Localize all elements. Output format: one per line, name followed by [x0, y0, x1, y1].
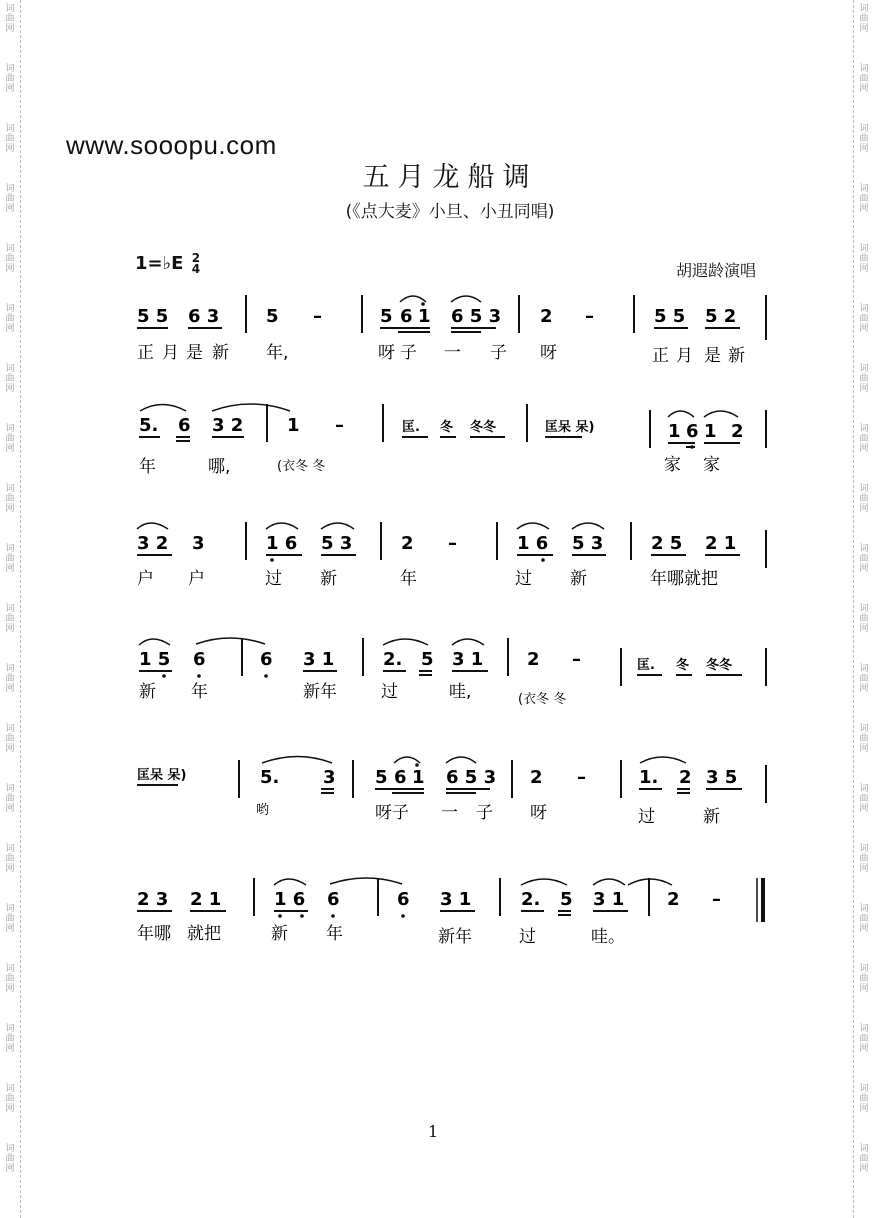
- time-top: 2: [191, 251, 201, 265]
- lyric: 正: [137, 343, 154, 363]
- margin-watermark-text: 词 曲 网: [859, 904, 869, 934]
- margin-watermark-text: 词 曲 网: [5, 1144, 15, 1174]
- lyric: 哇。: [591, 927, 625, 947]
- margin-watermark-text: 词 曲 网: [5, 1084, 15, 1114]
- website-url[interactable]: www.sooopu.com: [66, 130, 277, 160]
- note: 5 3: [321, 533, 353, 554]
- score-row-5: [137, 757, 766, 828]
- margin-watermark-text: 词 曲 网: [5, 784, 15, 814]
- lyric: 一: [444, 343, 461, 363]
- percussion-note: 匡呆 呆): [545, 420, 595, 435]
- singer-credit: 胡遐龄演唱: [676, 261, 757, 280]
- lyric: 月: [676, 346, 693, 366]
- margin-watermark-text: 词 曲 网: [859, 664, 869, 694]
- lyric: 新: [139, 682, 156, 702]
- percussion-note: 冬冬: [470, 420, 497, 435]
- time-bottom: 4: [191, 262, 201, 276]
- lyric: 子: [490, 343, 507, 363]
- note: 2 1: [190, 889, 222, 910]
- note: 2.: [521, 889, 541, 910]
- lyric: 子: [476, 803, 493, 823]
- lyric: 呀子: [375, 803, 409, 823]
- lyric: (衣冬 冬: [277, 459, 326, 474]
- note: 6: [193, 649, 206, 670]
- lyric: 呀: [530, 803, 547, 823]
- note: 1 6: [517, 533, 549, 554]
- margin-watermark-text: 词 曲 网: [5, 904, 15, 934]
- lyric: 新: [703, 807, 720, 827]
- lyric: 年,: [266, 343, 289, 363]
- margin-watermark-text: 词 曲 网: [859, 484, 869, 514]
- margin-watermark-text: 词 曲 网: [859, 64, 869, 94]
- note: 2: [540, 306, 553, 327]
- margin-watermark-text: 词 曲 网: [859, 1084, 869, 1114]
- note: 6: [400, 306, 413, 327]
- lyric: 子: [400, 343, 417, 363]
- margin-watermark-text: 词 曲 网: [859, 364, 869, 394]
- note: 5: [375, 767, 388, 788]
- score-row-2: [139, 404, 766, 477]
- score-row-6: [137, 878, 763, 947]
- note: –: [335, 415, 344, 436]
- song-title: 五月龙船调: [362, 162, 538, 193]
- percussion-note: 匡.: [637, 658, 655, 673]
- note: 3 1: [440, 889, 472, 910]
- lyric: 哪,: [208, 457, 231, 477]
- note: 2: [679, 767, 692, 788]
- note: 2: [527, 649, 540, 670]
- note: 1: [287, 415, 300, 436]
- lyric: 呀: [378, 343, 395, 363]
- note: 5: [421, 649, 434, 670]
- lyric: 户: [188, 569, 205, 589]
- lyric: 新: [271, 924, 288, 944]
- margin-watermark-text: 词 曲 网: [5, 64, 15, 94]
- note: 6: [397, 889, 410, 910]
- key-text: 1=♭E: [135, 253, 184, 274]
- note: 2.: [383, 649, 403, 670]
- note: 2 1: [705, 533, 737, 554]
- lyric: 新年: [438, 927, 472, 947]
- margin-watermark-text: 词 曲 网: [859, 184, 869, 214]
- note: 6 5 3: [451, 306, 502, 327]
- note: 6: [394, 767, 407, 788]
- lyric: 过: [519, 927, 536, 947]
- lyric: 家: [703, 455, 720, 475]
- note: 3 1: [452, 649, 484, 670]
- percussion-note: 匡呆 呆): [137, 768, 187, 783]
- note: 6: [327, 889, 340, 910]
- note: 2 3: [137, 889, 169, 910]
- lyric: 一: [441, 803, 458, 823]
- note: 1 6: [266, 533, 298, 554]
- note: 2: [401, 533, 414, 554]
- lyric: 年哪就把: [650, 569, 718, 589]
- margin-watermark-text: 词 曲 网: [859, 604, 869, 634]
- note: 5: [380, 306, 393, 327]
- lyric: 过: [265, 569, 282, 589]
- margin-watermark-text: 词 曲 网: [5, 1024, 15, 1054]
- note: –: [585, 306, 594, 327]
- score-row-4: [139, 638, 766, 707]
- note: 2: [530, 767, 543, 788]
- note: 2: [731, 421, 744, 442]
- lyric: 年哪: [137, 924, 171, 944]
- note: 1.: [639, 767, 659, 788]
- note: –: [313, 306, 322, 327]
- lyric: 月: [162, 343, 179, 363]
- margin-watermark-text: 词 曲 网: [859, 424, 869, 454]
- lyric: 呀: [540, 343, 557, 363]
- lyric: 新: [212, 343, 229, 363]
- note: 1 5: [139, 649, 171, 670]
- lyric: 哟: [256, 803, 270, 818]
- percussion-note: 匡.: [402, 420, 420, 435]
- percussion-note: 冬: [676, 658, 690, 673]
- lyric: 正: [652, 346, 669, 366]
- note: 5.: [260, 767, 280, 788]
- lyric: 新年: [303, 682, 337, 702]
- note: 6: [260, 649, 273, 670]
- margin-watermark-text: 词 曲 网: [5, 484, 15, 514]
- lyric: 家: [664, 455, 681, 475]
- margin-watermark-text: 词 曲 网: [859, 724, 869, 754]
- note: 1: [418, 306, 431, 327]
- score-row-3: [137, 522, 766, 589]
- page-number: 1: [428, 1122, 439, 1141]
- note: 5 2: [705, 306, 737, 327]
- margin-watermark-text: 词 曲 网: [859, 544, 869, 574]
- lyric: 是: [704, 346, 721, 366]
- margin-watermark-text: 词 曲 网: [859, 1144, 869, 1174]
- lyric: 年: [191, 682, 208, 702]
- note: 1: [704, 421, 717, 442]
- note: 2: [667, 889, 680, 910]
- note: 5: [266, 306, 279, 327]
- note: 3 2: [212, 415, 244, 436]
- note: 5: [560, 889, 573, 910]
- lyric: 新: [728, 346, 745, 366]
- margin-watermark-text: 词 曲 网: [859, 964, 869, 994]
- lyric: 年: [139, 457, 156, 477]
- note: 5 5: [654, 306, 686, 327]
- note: 6: [178, 415, 191, 436]
- margin-watermark-text: 词 曲 网: [5, 664, 15, 694]
- note: 3 5: [706, 767, 738, 788]
- note: 3 1: [303, 649, 335, 670]
- note: 3: [192, 533, 205, 554]
- note: 6 3: [188, 306, 220, 327]
- note: –: [448, 533, 457, 554]
- lyric: 户: [137, 569, 154, 589]
- score-row-1: [137, 295, 766, 366]
- margin-watermark-text: 词 曲 网: [859, 304, 869, 334]
- lyric: 年: [326, 924, 343, 944]
- percussion-note: 冬: [440, 420, 454, 435]
- margin-watermark-text: 词 曲 网: [859, 124, 869, 154]
- margin-watermark-text: 词 曲 网: [5, 604, 15, 634]
- lyric: 就把: [187, 924, 221, 944]
- margin-watermark-text: 词 曲 网: [859, 784, 869, 814]
- note: –: [712, 889, 721, 910]
- margin-watermark-text: 词 曲 网: [859, 844, 869, 874]
- note: 1 6: [274, 889, 306, 910]
- note: 2 5: [651, 533, 683, 554]
- margin-watermark-text: 词 曲 网: [5, 844, 15, 874]
- lyric: 过: [381, 682, 398, 702]
- lyric: 过: [638, 807, 655, 827]
- margin-watermark-text: 词 曲 网: [5, 724, 15, 754]
- lyric: (衣冬 冬: [518, 692, 567, 707]
- song-subtitle: (《点大麦》小旦、小丑同唱): [345, 202, 555, 222]
- note: 5 3: [572, 533, 604, 554]
- margin-watermark-text: 词 曲 网: [5, 424, 15, 454]
- note: 1: [412, 767, 425, 788]
- note: 3 1: [593, 889, 625, 910]
- margin-watermark-text: 词 曲 网: [859, 4, 869, 34]
- margin-watermark-text: 词 曲 网: [5, 964, 15, 994]
- margin-watermark-text: 词 曲 网: [5, 184, 15, 214]
- margin-watermark-text: 词 曲 网: [859, 244, 869, 274]
- lyric: 新: [320, 569, 337, 589]
- percussion-note: 冬冬: [706, 658, 733, 673]
- margin-watermark-text: 词 曲 网: [859, 1024, 869, 1054]
- note: 6 5 3: [446, 767, 497, 788]
- margin-watermark-text: 词 曲 网: [5, 304, 15, 334]
- lyric: 过: [515, 569, 532, 589]
- note: 3 2: [137, 533, 169, 554]
- margin-watermark-text: 词 曲 网: [5, 544, 15, 574]
- margin-watermark-text: 词 曲 网: [5, 4, 15, 34]
- lyric: 新: [570, 569, 587, 589]
- note: 1: [668, 421, 681, 442]
- note: –: [577, 767, 586, 788]
- note: 3: [323, 767, 336, 788]
- margin-watermark-text: 词 曲 网: [5, 124, 15, 154]
- lyric: 年: [400, 569, 417, 589]
- note: 5.: [139, 415, 159, 436]
- note: 6: [686, 421, 699, 442]
- margin-watermark-text: 词 曲 网: [5, 244, 15, 274]
- margin-watermark-text: 词 曲 网: [5, 364, 15, 394]
- lyric: 是: [186, 343, 203, 363]
- note: 5 5: [137, 306, 169, 327]
- lyric: 哇,: [449, 682, 472, 702]
- note: –: [572, 649, 581, 670]
